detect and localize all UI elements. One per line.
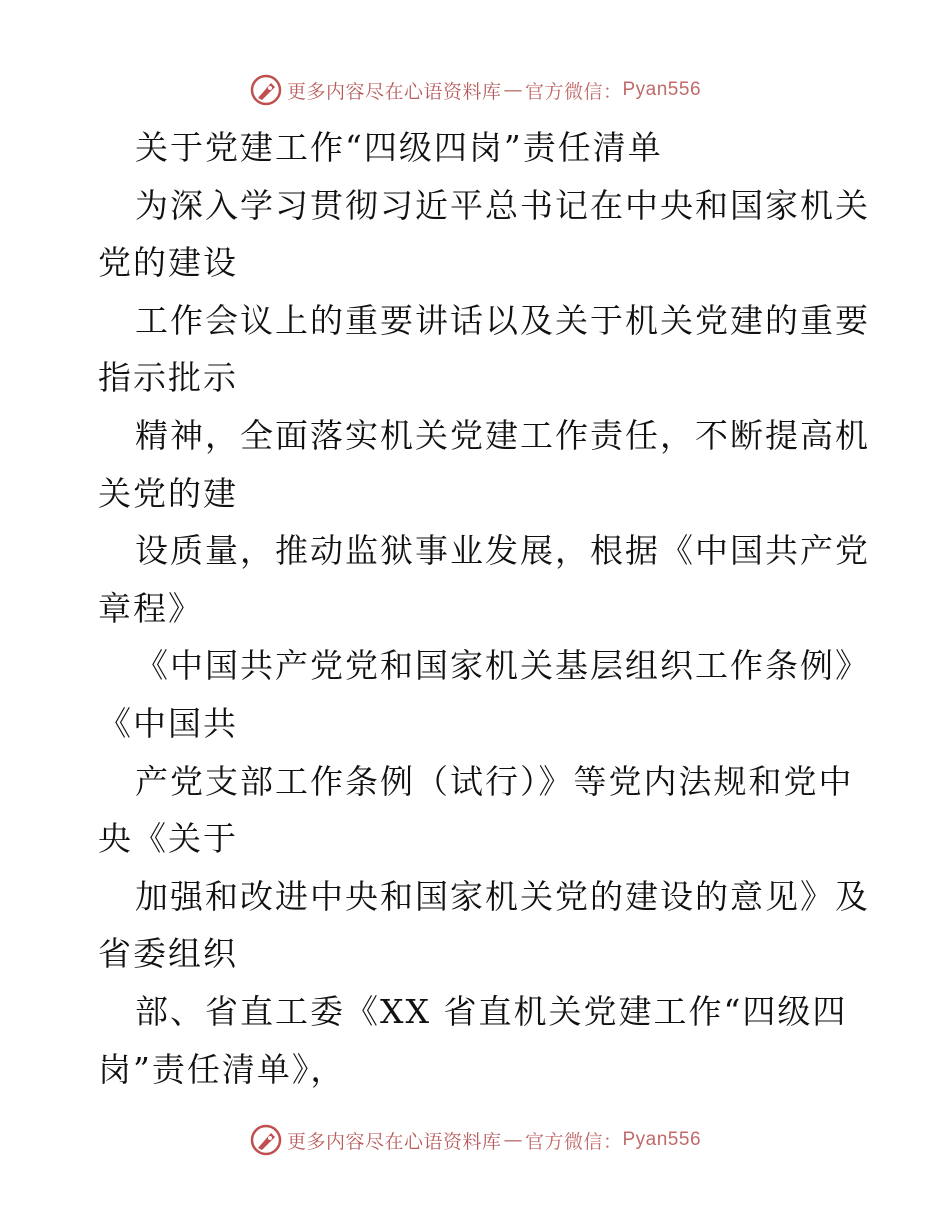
paragraph-line: 央《关于 bbox=[98, 819, 238, 859]
paragraph-line: 关党的建 bbox=[98, 473, 238, 513]
paragraph-line: 《中国共产党党和国家机关基层组织工作条例》 bbox=[135, 646, 870, 686]
paragraph-line: 精神，全面落实机关党建工作责任，不断提高机 bbox=[135, 415, 870, 455]
pen-nib-icon bbox=[249, 1123, 283, 1157]
paragraph-line: 加强和改进中央和国家机关党的建设的意见》及 bbox=[135, 876, 870, 916]
paragraph-line: 省委组织 bbox=[98, 934, 238, 974]
document-body bbox=[98, 119, 870, 1098]
watermark-text: 更多内容尽在心语资料库 bbox=[286, 1130, 502, 1153]
paragraph-line: 产党支部工作条例（试行）》等党内法规和党中 bbox=[135, 761, 854, 801]
pen-nib-icon bbox=[249, 73, 283, 107]
paragraph-line: 党的建设 bbox=[98, 243, 238, 283]
paragraph-line: 章程》 bbox=[98, 588, 203, 628]
document-title: 关于党建工作“四级四岗”责任清单 bbox=[135, 128, 663, 167]
footer-watermark bbox=[0, 1120, 950, 1160]
header-watermark bbox=[0, 70, 950, 110]
paragraph-line: 《中国共 bbox=[98, 703, 238, 743]
watermark-wechat-label: 官方微信： bbox=[524, 80, 623, 103]
paragraph-line: 为深入学习贯彻习近平总书记在中央和国家机关 bbox=[135, 185, 870, 225]
watermark-wechat-label: 官方微信： bbox=[524, 1130, 623, 1153]
watermark-text: 更多内容尽在心语资料库 bbox=[286, 80, 502, 103]
paragraph-line: 工作会议上的重要讲话以及关于机关党建的重要 bbox=[135, 300, 870, 340]
watermark-wechat-id: Pyan556 bbox=[622, 79, 702, 100]
watermark-dash: — bbox=[503, 79, 523, 101]
paragraph-line: 指示批示 bbox=[98, 358, 238, 398]
paragraph-line: 部、省直工委《XX 省直机关党建工作“四级四 bbox=[135, 991, 848, 1031]
paragraph-line: 设质量，推动监狱事业发展，根据《中国共产党 bbox=[135, 531, 870, 571]
watermark-wechat-id: Pyan556 bbox=[622, 1129, 702, 1150]
watermark-dash: — bbox=[503, 1129, 523, 1151]
paragraph-line: 岗”责任清单》， bbox=[98, 1049, 346, 1089]
